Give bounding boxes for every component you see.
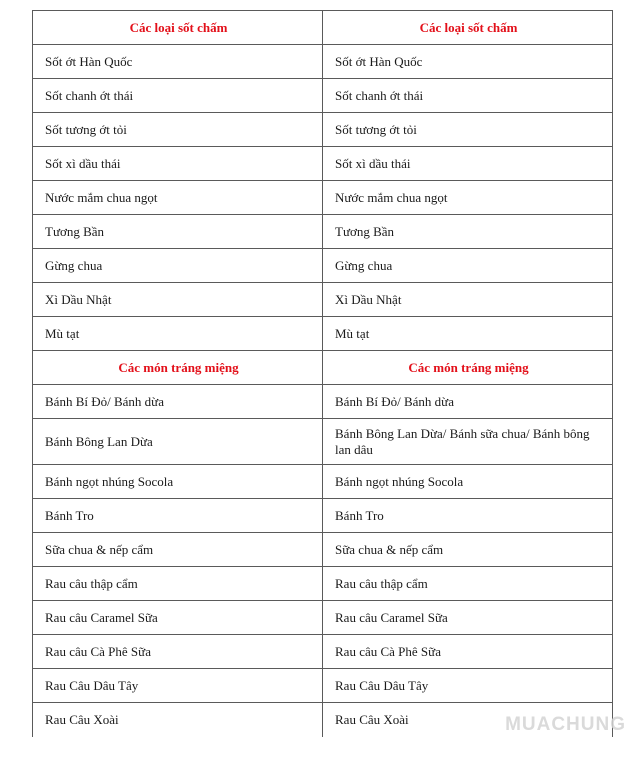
section-header-row xyxy=(33,11,613,45)
cell-right: Bánh Bí Đỏ/ Bánh dừa xyxy=(323,385,613,419)
cell-right: Sốt tương ớt tỏi xyxy=(323,113,613,147)
cell-left: Bánh Bông Lan Dừa xyxy=(33,419,323,465)
cell-left: Sốt xì dầu thái xyxy=(33,147,323,181)
table-row xyxy=(33,317,613,351)
cell-right: Sốt ớt Hàn Quốc xyxy=(323,45,613,79)
table-row xyxy=(33,419,613,465)
cell-right: Sốt xì dầu thái xyxy=(323,147,613,181)
table-row xyxy=(33,499,613,533)
cell-right: Bánh ngọt nhúng Socola xyxy=(323,465,613,499)
cell-left: Rau Câu Xoài xyxy=(33,703,323,738)
cell-right: Tương Bần xyxy=(323,215,613,249)
cell-left: Mù tạt xyxy=(33,317,323,351)
cell-right: Xì Dầu Nhật xyxy=(323,283,613,317)
cell-left: Xì Dầu Nhật xyxy=(33,283,323,317)
cell-right: Nước mắm chua ngọt xyxy=(323,181,613,215)
table-row xyxy=(33,567,613,601)
cell-left: Rau câu thập cẩm xyxy=(33,567,323,601)
cell-left: Bánh Bí Đỏ/ Bánh dừa xyxy=(33,385,323,419)
cell-right: Gừng chua xyxy=(323,249,613,283)
cell-left: Tương Bần xyxy=(33,215,323,249)
table-row xyxy=(33,669,613,703)
cell-left: Rau Câu Dâu Tây xyxy=(33,669,323,703)
table-row xyxy=(33,79,613,113)
table-row xyxy=(33,113,613,147)
cell-left: Rau câu Caramel Sữa xyxy=(33,601,323,635)
table-row xyxy=(33,45,613,79)
section-header-right: Các loại sốt chấm xyxy=(323,11,613,45)
section-header-right: Các món tráng miệng xyxy=(323,351,613,385)
table-row xyxy=(33,147,613,181)
table-row xyxy=(33,181,613,215)
cell-right: Bánh Bông Lan Dừa/ Bánh sữa chua/ Bánh bông lan dâu xyxy=(323,419,613,465)
cell-right: Rau câu Caramel Sữa xyxy=(323,601,613,635)
cell-left: Sốt tương ớt tỏi xyxy=(33,113,323,147)
cell-left: Sốt ớt Hàn Quốc xyxy=(33,45,323,79)
section-header-left: Các loại sốt chấm xyxy=(33,11,323,45)
cell-left: Bánh Tro xyxy=(33,499,323,533)
table-row xyxy=(33,601,613,635)
table-row xyxy=(33,465,613,499)
section-header-left: Các món tráng miệng xyxy=(33,351,323,385)
menu-table xyxy=(32,10,613,737)
table-row xyxy=(33,249,613,283)
watermark-logo: MUACHUNG xyxy=(505,714,626,735)
cell-left: Gừng chua xyxy=(33,249,323,283)
section-header-row xyxy=(33,351,613,385)
table-row xyxy=(33,385,613,419)
cell-left: Nước mắm chua ngọt xyxy=(33,181,323,215)
cell-right: Bánh Tro xyxy=(323,499,613,533)
cell-right: Mù tạt xyxy=(323,317,613,351)
cell-right: Rau Câu Xoài xyxy=(323,703,613,738)
cell-right: Rau câu thập cẩm xyxy=(323,567,613,601)
cell-right: Rau Câu Dâu Tây xyxy=(323,669,613,703)
cell-left: Bánh ngọt nhúng Socola xyxy=(33,465,323,499)
table-row xyxy=(33,635,613,669)
cell-right: Sốt chanh ớt thái xyxy=(323,79,613,113)
cell-left: Sốt chanh ớt thái xyxy=(33,79,323,113)
cell-left: Rau câu Cà Phê Sữa xyxy=(33,635,323,669)
table-row xyxy=(33,215,613,249)
table-row xyxy=(33,533,613,567)
cell-right: Sữa chua & nếp cẩm xyxy=(323,533,613,567)
cell-right: Rau câu Cà Phê Sữa xyxy=(323,635,613,669)
table-row xyxy=(33,283,613,317)
cell-left: Sữa chua & nếp cẩm xyxy=(33,533,323,567)
